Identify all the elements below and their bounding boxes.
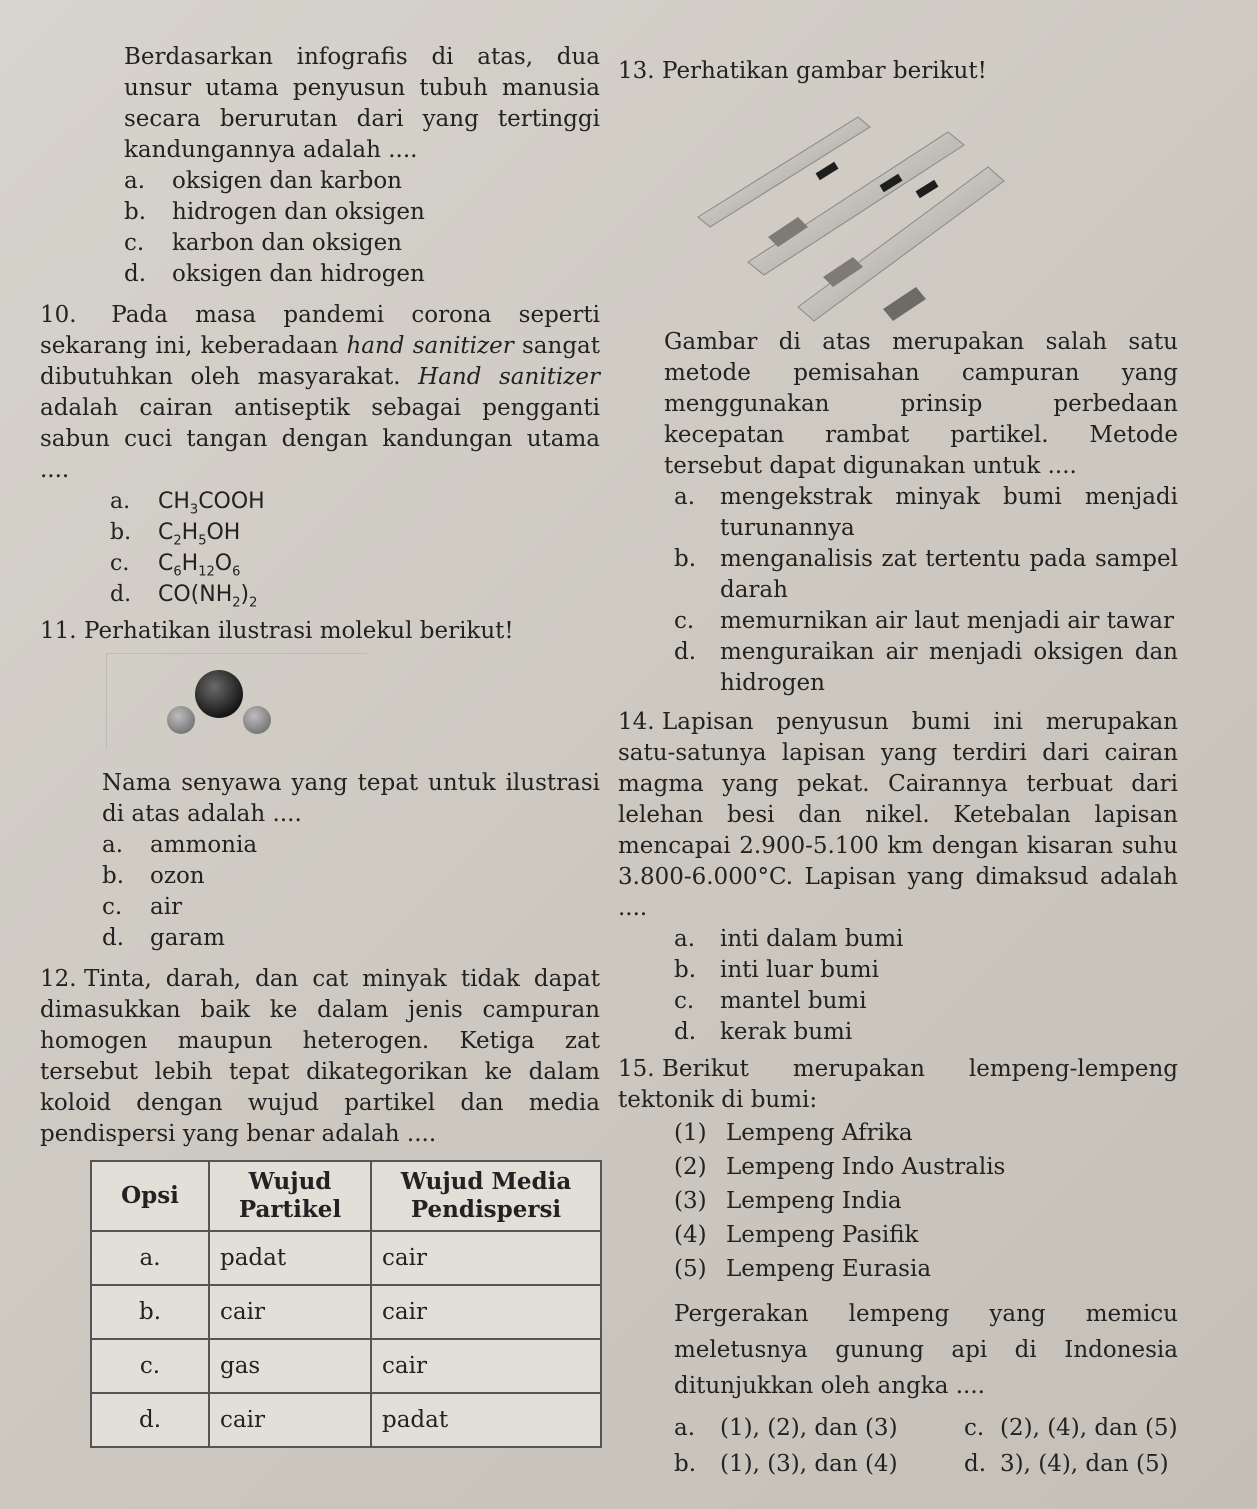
q11-option-d[interactable]: d. garam <box>102 925 225 951</box>
list-item: (4) Lempeng Pasifik <box>674 1222 919 1248</box>
q15-option-a[interactable]: a. (1), (2), dan (3) <box>674 1415 898 1441</box>
q11-option-a[interactable]: a. ammonia <box>102 832 258 858</box>
q9-option-b[interactable]: b. hidrogen dan oksigen <box>124 199 425 225</box>
q12-answer-table <box>90 1160 602 1448</box>
q10-option-b[interactable]: b. $C_2H_5OH$ <box>40 517 600 548</box>
q10-option-c[interactable]: c. $C_6H_{12}O_6$ <box>40 548 600 579</box>
table-header-wujud-media: Wujud Media Pendispersi <box>371 1161 601 1231</box>
q9-option-c[interactable]: c. karbon dan oksigen <box>124 230 402 256</box>
q15-options <box>618 1410 1178 1482</box>
q15-option-c[interactable]: c. (2), (4), dan (5) <box>964 1415 1178 1441</box>
q10-option-d[interactable]: d. $CO(NH_2)_2$ <box>40 579 600 610</box>
q13-options <box>618 482 1178 699</box>
left-column <box>40 42 600 1448</box>
q13-option-a[interactable]: a. mengekstrak minyak bumi menjadi turunannya <box>674 484 1178 541</box>
q13-option-b[interactable]: b. menganalisis zat tertentu pada sampel darah <box>674 546 1178 603</box>
q15-follow: Pergerakan lempeng yang memicu meletusnya gunung api di Indonesia ditunjukkan oleh angka .... <box>674 1301 1178 1399</box>
chromatography-paper-icon <box>648 87 1118 327</box>
table-row[interactable]: b. cair cair <box>91 1285 601 1339</box>
q14-option-c[interactable]: c. mantel bumi <box>674 988 867 1014</box>
q13 <box>618 56 1178 699</box>
table-header-row <box>91 1161 601 1231</box>
q11-options <box>40 830 600 954</box>
formula-ethanol: $C_2H_5OH$ <box>158 520 241 549</box>
q15-stem: 15. Berikut merupakan lempeng-lempeng tektonik di bumi: <box>618 1056 1178 1113</box>
q9-option-a[interactable]: a. oksigen dan karbon <box>124 168 402 194</box>
table-row[interactable]: a. padat cair <box>91 1231 601 1285</box>
table-header-wujud-partikel: Wujud Partikel <box>209 1161 371 1231</box>
q12 <box>40 964 600 1448</box>
q15-option-b[interactable]: b. (1), (3), dan (4) <box>674 1451 898 1477</box>
q14-option-a[interactable]: a. inti dalam bumi <box>674 926 904 952</box>
q14-option-d[interactable]: d. kerak bumi <box>674 1019 853 1045</box>
q15 <box>618 1054 1178 1482</box>
q14-stem: 14. Lapisan penyusun bumi ini merupakan satu-satunya lapisan yang terdiri dari cairan magma yang pekat. Cairannya terbuat dari lelehan besi dan nikel. Ketebalan lapisan mencapai 2.900-5.100 km dengan kisaran suhu 3.800-6.000°C. Lapisan yang dimaksud adalah .... <box>618 709 1178 921</box>
q14 <box>618 707 1178 1048</box>
q11-stem: 11. Perhatikan ilustrasi molekul berikut! <box>40 618 514 644</box>
q9-options <box>40 166 600 290</box>
q11-option-b[interactable]: b. ozon <box>102 863 205 889</box>
formula-glucose: $C_6H_{12}O_6$ <box>158 551 241 580</box>
q10-options <box>40 486 600 610</box>
q9-option-d[interactable]: d. oksigen dan hidrogen <box>124 261 425 287</box>
list-item: (3) Lempeng India <box>674 1188 902 1214</box>
chromatography-strips-figure <box>648 87 1128 327</box>
q15-option-d[interactable]: d. 3), (4), dan (5) <box>964 1451 1169 1477</box>
table-header-opsi: Opsi <box>91 1161 209 1231</box>
list-item: (1) Lempeng Afrika <box>674 1120 913 1146</box>
q12-stem: 12. Tinta, darah, dan cat minyak tidak dapat dimasukkan baik ke dalam jenis campuran homogen maupun heterogen. Ketiga zat tersebut lebih tepat dikategorikan ke dalam koloid dengan wujud partikel dan media pendispersi yang benar adalah .... <box>40 966 600 1147</box>
table-row[interactable]: c. gas cair <box>91 1339 601 1393</box>
formula-urea: $CO(NH_2)_2$ <box>158 582 258 611</box>
formula-acetic-acid: $CH_3COOH$ <box>158 489 265 518</box>
q14-options <box>618 924 1178 1048</box>
q13-description: Gambar di atas merupakan salah satu metode pemisahan campuran yang menggunakan prinsip perbedaan kecepatan rambat partikel. Metode tersebut dapat digunakan untuk .... <box>664 329 1178 479</box>
q14-option-b[interactable]: b. inti luar bumi <box>674 957 879 983</box>
molecule-illustration <box>106 653 367 750</box>
q10-option-a[interactable]: a. $CH_3COOH$ <box>40 486 600 517</box>
q10 <box>40 300 600 610</box>
list-item: (2) Lempeng Indo Australis <box>674 1154 1006 1180</box>
q13-stem: 13. Perhatikan gambar berikut! <box>618 58 987 84</box>
q10-number: 10. <box>40 302 77 328</box>
q13-option-c[interactable]: c. memurnikan air laut menjadi air tawar <box>674 608 1174 634</box>
water-molecule-icon <box>107 654 307 744</box>
q9-stem: Berdasarkan infografis di atas, dua unsur utama penyusun tubuh manusia secara berurutan dari yang tertinggi kandungannya adalah .... <box>124 44 600 163</box>
q10-stem: 10. Pada masa pandemi corona seperti sekarang ini, keberadaan hand sanitizer sangat dibutuhkan oleh masyarakat. Hand sanitizer adalah cairan antiseptik sebagai pengganti sabun cuci tangan dengan kandungan utama .... <box>40 302 601 483</box>
q13-option-d[interactable]: d. menguraikan air menjadi oksigen dan hidrogen <box>674 639 1178 696</box>
list-item: (5) Lempeng Eurasia <box>674 1256 932 1282</box>
q11-follow: Nama senyawa yang tepat untuk ilustrasi di atas adalah .... <box>102 770 600 827</box>
q15-plate-list <box>618 1116 1178 1286</box>
right-column <box>618 56 1178 1482</box>
q11 <box>40 616 600 954</box>
table-row[interactable]: d. cair padat <box>91 1393 601 1447</box>
q11-option-c[interactable]: c. air <box>102 894 183 920</box>
